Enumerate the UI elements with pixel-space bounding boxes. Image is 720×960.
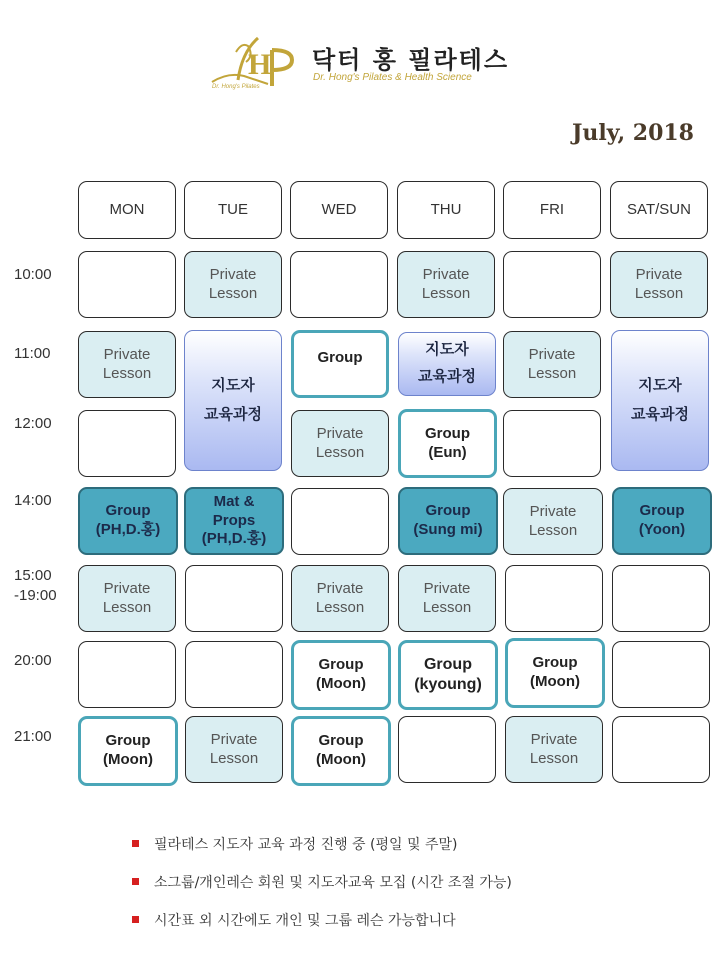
day-header-mon: MON — [78, 181, 176, 239]
slot-wed-1400 — [291, 488, 389, 555]
bullet-square-icon — [132, 840, 139, 847]
slot-wed-2100: Group (Moon) — [291, 716, 391, 786]
slot-mon-1200 — [78, 410, 176, 477]
course-label-line1: 지도자 — [211, 376, 255, 394]
day-header-tue: TUE — [184, 181, 282, 239]
slot-fri-1500 — [505, 565, 603, 632]
slot-tue-1000: Private Lesson — [184, 251, 282, 318]
slot-wed-1200: Private Lesson — [291, 410, 389, 477]
slot-thu-1000: Private Lesson — [397, 251, 495, 318]
instructor-course-thu — [398, 332, 496, 396]
bullet-square-icon — [132, 878, 139, 885]
slot-satsun-2000 — [612, 641, 710, 708]
note-item — [132, 910, 512, 948]
time-label-2000: 20:00 — [14, 652, 52, 669]
note-text: 필라테스 지도자 교육 과정 진행 중 (평일 및 주말) — [154, 837, 458, 853]
instructor-course-tue — [184, 330, 282, 471]
day-header-satsun: SAT/SUN — [610, 181, 708, 239]
slot-mon-2000 — [78, 641, 176, 708]
slot-tue-2100: Private Lesson — [185, 716, 283, 783]
time-label-2100: 21:00 — [14, 728, 52, 745]
slot-wed-1100: Group — [291, 330, 389, 398]
time-label-1400: 14:00 — [14, 492, 52, 509]
time-label-1100: 11:00 — [14, 345, 51, 362]
time-label-1200: 12:00 — [14, 415, 52, 432]
slot-wed-2000: Group (Moon) — [291, 640, 391, 710]
slot-satsun-2100 — [612, 716, 710, 783]
note-text: 시간표 외 시간에도 개인 및 그룹 레슨 가능합니다 — [154, 913, 456, 929]
note-text: 소그룹/개인레슨 회원 및 지도자교육 모집 (시간 조절 가능) — [154, 875, 512, 891]
instructor-course-satsun — [611, 330, 709, 471]
course-label-line2: 교육과정 — [631, 405, 689, 423]
slot-thu-1400: Group (Sung mi) — [398, 487, 498, 555]
day-header-thu: THU — [397, 181, 495, 239]
slot-fri-1200 — [503, 410, 601, 477]
slot-fri-1000 — [503, 251, 601, 318]
slot-satsun-1000: Private Lesson — [610, 251, 708, 318]
slot-wed-1000 — [290, 251, 388, 318]
slot-thu-2100 — [398, 716, 496, 783]
slot-mon-1100: Private Lesson — [78, 331, 176, 398]
logo-caption: Dr. Hong's Pilates — [212, 84, 260, 90]
course-label-line1: 지도자 — [425, 341, 469, 359]
slot-mon-2100: Group (Moon) — [78, 716, 178, 786]
slot-thu-1200: Group (Eun) — [398, 409, 497, 478]
notes-list — [132, 834, 512, 948]
svg-text:H: H — [248, 48, 272, 81]
bullet-square-icon — [132, 916, 139, 923]
slot-tue-1500 — [185, 565, 283, 632]
brand-korean-name: 닥터 홍 필라테스 — [312, 46, 509, 74]
course-label-line2: 교육과정 — [204, 405, 262, 423]
day-header-wed: WED — [290, 181, 388, 239]
slot-tue-1400: Mat & Props (PH,D.홍) — [184, 487, 284, 555]
slot-satsun-1400: Group (Yoon) — [612, 487, 712, 555]
time-label-1500-1900: 15:00 -19:00 — [14, 567, 57, 604]
slot-fri-2000: Group (Moon) — [505, 638, 605, 708]
day-header-fri: FRI — [503, 181, 601, 239]
slot-mon-1000 — [78, 251, 176, 318]
note-item — [132, 834, 512, 872]
slot-fri-1400: Private Lesson — [503, 488, 603, 555]
time-label-1000: 10:00 — [14, 266, 52, 283]
brand-english-name: Dr. Hong's Pilates & Health Science — [313, 72, 472, 83]
schedule-month: July, 2018 — [572, 120, 694, 146]
slot-fri-1100: Private Lesson — [503, 331, 601, 398]
slot-wed-1500: Private Lesson — [291, 565, 389, 632]
course-label-line1: 지도자 — [638, 376, 682, 394]
slot-satsun-1500 — [612, 565, 710, 632]
slot-mon-1500: Private Lesson — [78, 565, 176, 632]
slot-tue-2000 — [185, 641, 283, 708]
slot-mon-1400: Group (PH,D.홍) — [78, 487, 178, 555]
note-item — [132, 872, 512, 910]
slot-thu-1500: Private Lesson — [398, 565, 496, 632]
course-label-line2: 교육과정 — [418, 368, 476, 385]
slot-fri-2100: Private Lesson — [505, 716, 603, 783]
slot-thu-2000: Group (kyoung) — [398, 640, 498, 710]
